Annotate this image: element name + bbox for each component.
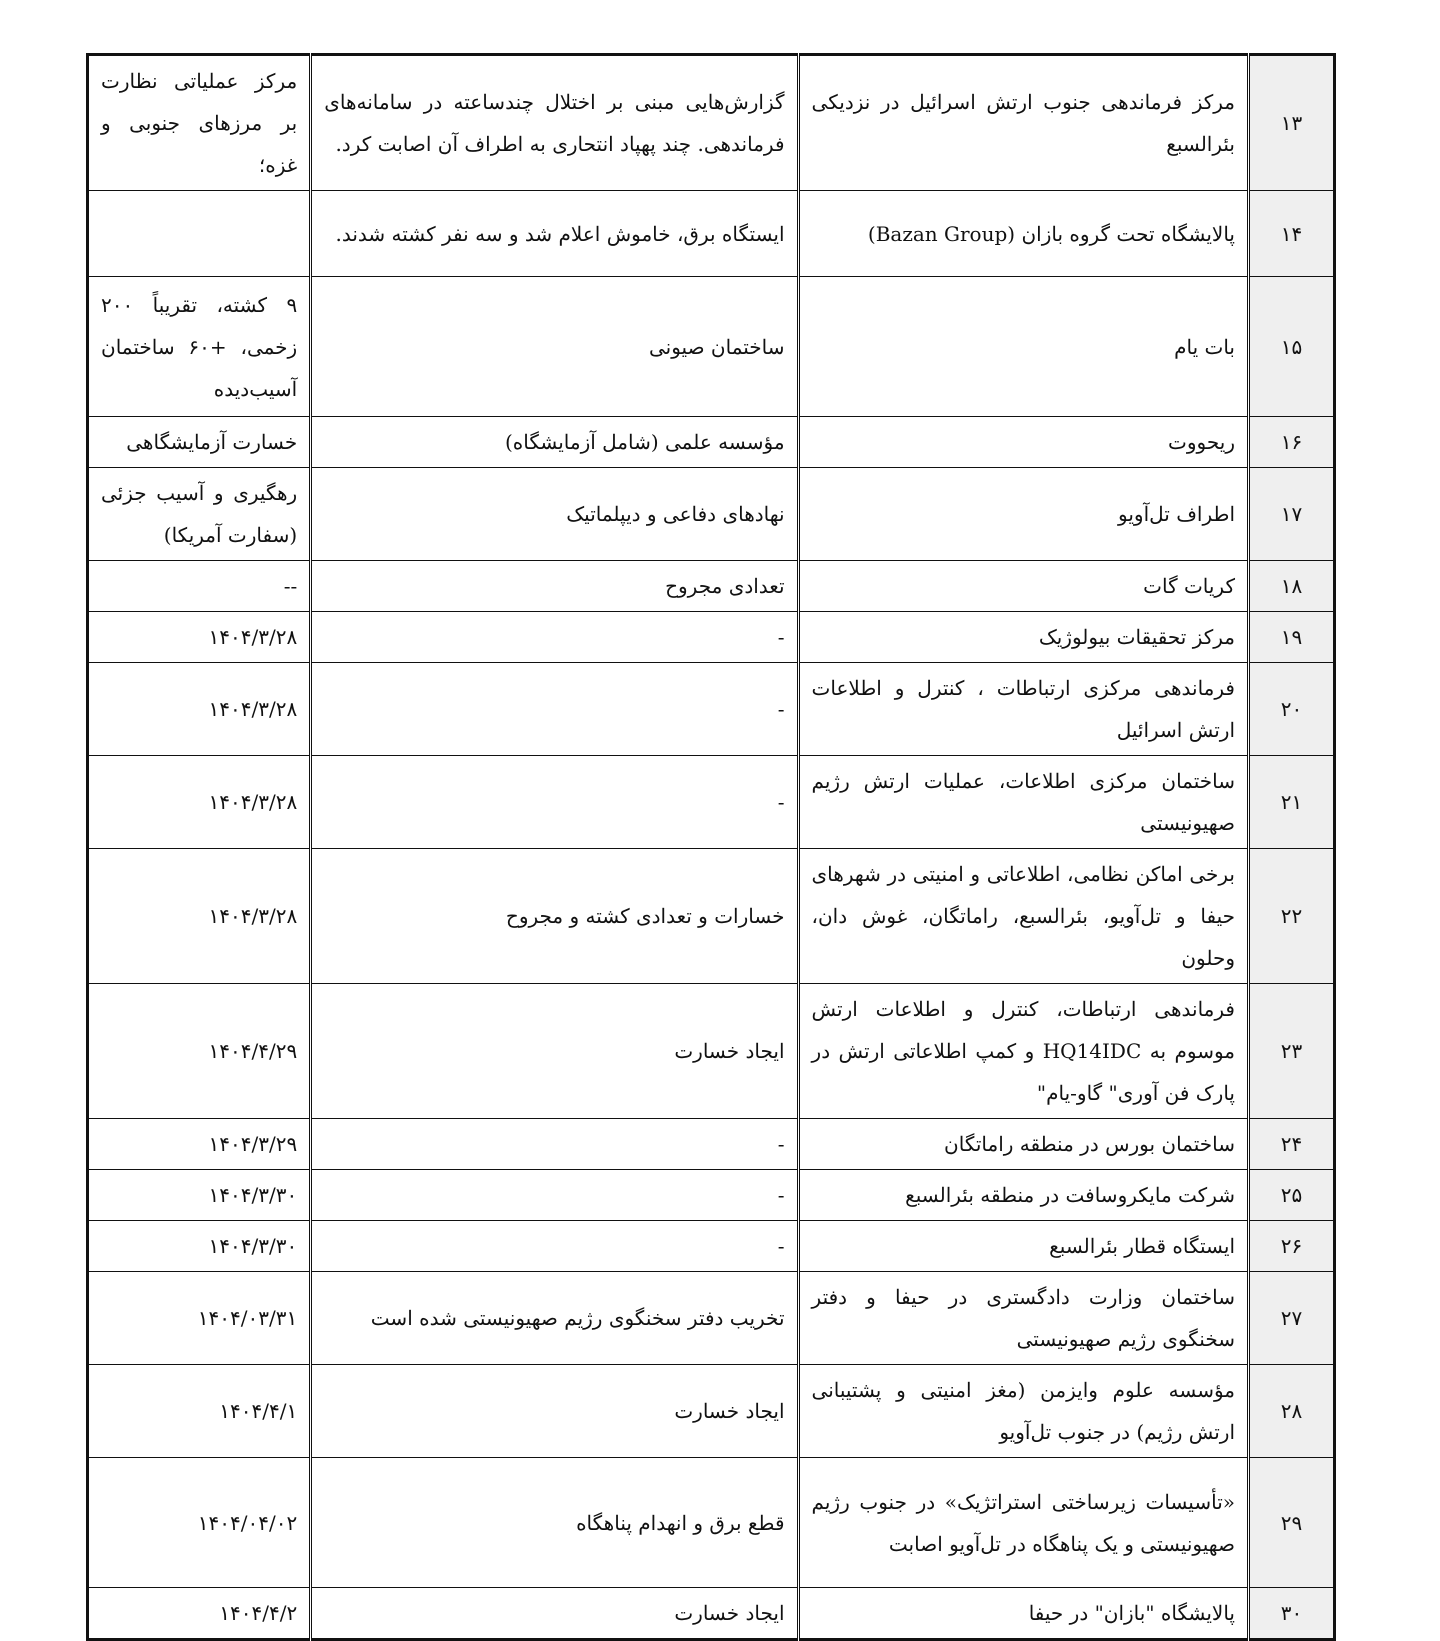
note-cell: خسارت آزمایشگاهی — [88, 417, 311, 468]
date-cell: ۱۴۰۴/۳/۲۸ — [88, 612, 311, 663]
target-cell: فرماندهی ارتباطات، کنترل و اطلاعات ارتش موسوم به HQ14IDC و کمپ اطلاعاتی ارتش در پارک فن آوری" گاو-یام" — [798, 984, 1248, 1119]
date-cell: ۱۴۰۴/۳/۲۸ — [88, 849, 311, 984]
date-cell: ۱۴۰۴/۳/۳۰ — [88, 1170, 311, 1221]
row-number: ۱۷ — [1249, 468, 1335, 561]
date-cell: ۱۴۰۴/۰۳/۳۱ — [88, 1272, 311, 1365]
table-row — [88, 277, 1335, 417]
description-cell: نهادهای دفاعی و دیپلماتیک — [311, 468, 798, 561]
date-cell: ۱۴۰۴/۴/۲ — [88, 1588, 311, 1640]
date-cell: ۱۴۰۴/۴/۲۹ — [88, 984, 311, 1119]
description-cell: گزارش‌هایی مبنی بر اختلال چندساعته در سامانه‌های فرماندهی. چند پهپاد انتحاری به اطراف آن اصابت کرد. — [311, 55, 798, 191]
table-row — [88, 1588, 1335, 1640]
target-cell: برخی اماکن نظامی، اطلاعاتی و امنیتی در شهرهای حیفا و تل‌آویو، بئرالسبع، راماتگان، غوش دان، وحلون — [798, 849, 1248, 984]
table-row — [88, 663, 1335, 756]
table-row — [88, 191, 1335, 277]
description-cell: ساختمان صیونی — [311, 277, 798, 417]
description-cell: خسارات و تعدادی کشته و مجروح — [311, 849, 798, 984]
target-cell: ایستگاه قطار بئرالسبع — [798, 1221, 1248, 1272]
description-cell: - — [311, 1170, 798, 1221]
description-cell: تعدادی مجروح — [311, 561, 798, 612]
row-number: ۲۷ — [1249, 1272, 1335, 1365]
target-cell: مؤسسه علوم وایزمن (مغز امنیتی و پشتیبانی ارتش رژیم) در جنوب تل‌آویو — [798, 1365, 1248, 1458]
description-cell: - — [311, 1119, 798, 1170]
row-number: ۲۰ — [1249, 663, 1335, 756]
date-cell: ۱۴۰۴/۳/۲۸ — [88, 756, 311, 849]
description-cell: - — [311, 663, 798, 756]
table-row — [88, 1119, 1335, 1170]
table-row — [88, 1272, 1335, 1365]
description-cell: قطع برق و انهدام پناهگاه — [311, 1458, 798, 1588]
note-cell — [88, 191, 311, 277]
table-row — [88, 984, 1335, 1119]
description-cell: ایجاد خسارت — [311, 1365, 798, 1458]
table-row — [88, 756, 1335, 849]
table-body — [88, 55, 1335, 1640]
row-number: ۱۶ — [1249, 417, 1335, 468]
table-row — [88, 417, 1335, 468]
row-number: ۲۶ — [1249, 1221, 1335, 1272]
target-cell: پالایشگاه تحت گروه بازان (Bazan Group) — [798, 191, 1248, 277]
description-cell: ایجاد خسارت — [311, 1588, 798, 1640]
date-cell: ۱۴۰۴/۳/۲۹ — [88, 1119, 311, 1170]
table-row — [88, 1221, 1335, 1272]
row-number: ۲۲ — [1249, 849, 1335, 984]
note-cell: مرکز عملیاتی نظارت بر مرزهای جنوبی و غزه؛ — [88, 55, 311, 191]
description-cell: - — [311, 756, 798, 849]
target-cell: شرکت مایکروسافت در منطقه بئرالسبع — [798, 1170, 1248, 1221]
row-number: ۱۳ — [1249, 55, 1335, 191]
target-cell: مرکز تحقیقات بیولوژیک — [798, 612, 1248, 663]
row-number: ۳۰ — [1249, 1588, 1335, 1640]
note-cell: -- — [88, 561, 311, 612]
row-number: ۱۴ — [1249, 191, 1335, 277]
table-row — [88, 849, 1335, 984]
table-row — [88, 1170, 1335, 1221]
row-number: ۱۵ — [1249, 277, 1335, 417]
targets-table — [86, 53, 1336, 1641]
description-cell: - — [311, 612, 798, 663]
row-number: ۲۸ — [1249, 1365, 1335, 1458]
target-cell: پالایشگاه "بازان" در حیفا — [798, 1588, 1248, 1640]
table-row — [88, 468, 1335, 561]
row-number: ۲۵ — [1249, 1170, 1335, 1221]
row-number: ۱۸ — [1249, 561, 1335, 612]
target-cell: ساختمان وزارت دادگستری در حیفا و دفتر سخنگوی رژیم صهیونیستی — [798, 1272, 1248, 1365]
target-cell: اطراف تل‌آویو — [798, 468, 1248, 561]
row-number: ۱۹ — [1249, 612, 1335, 663]
table-row — [88, 1458, 1335, 1588]
description-cell: ایستگاه برق، خاموش اعلام شد و سه نفر کشته شدند. — [311, 191, 798, 277]
target-cell: مرکز فرماندهی جنوب ارتش اسرائیل در نزدیکی بئرالسبع — [798, 55, 1248, 191]
date-cell: ۱۴۰۴/۴/۱ — [88, 1365, 311, 1458]
description-cell: - — [311, 1221, 798, 1272]
date-cell: ۱۴۰۴/۰۴/۰۲ — [88, 1458, 311, 1588]
row-number: ۲۱ — [1249, 756, 1335, 849]
date-cell: ۱۴۰۴/۳/۳۰ — [88, 1221, 311, 1272]
target-cell: ساختمان مرکزی اطلاعات، عملیات ارتش رژیم صهیونیستی — [798, 756, 1248, 849]
target-cell: بات یام — [798, 277, 1248, 417]
note-cell: ۹ کشته، تقریباً ۲۰۰ زخمی، +۶۰ ساختمان آسیب‌دیده — [88, 277, 311, 417]
table-row — [88, 561, 1335, 612]
row-number: ۲۴ — [1249, 1119, 1335, 1170]
row-number: ۲۳ — [1249, 984, 1335, 1119]
document-page — [86, 53, 1336, 1641]
note-cell: رهگیری و آسیب جزئی (سفارت آمریکا) — [88, 468, 311, 561]
target-cell: «تأسیسات زیرساختی استراتژیک» در جنوب رژیم صهیونیستی و یک پناهگاه در تل‌آویو اصابت — [798, 1458, 1248, 1588]
table-row — [88, 1365, 1335, 1458]
description-cell: ایجاد خسارت — [311, 984, 798, 1119]
target-cell: ریحووت — [798, 417, 1248, 468]
description-cell: مؤسسه علمی (شامل آزمایشگاه) — [311, 417, 798, 468]
table-row — [88, 612, 1335, 663]
row-number: ۲۹ — [1249, 1458, 1335, 1588]
target-cell: ساختمان بورس در منطقه راماتگان — [798, 1119, 1248, 1170]
table-row — [88, 55, 1335, 191]
target-cell: کریات گات — [798, 561, 1248, 612]
description-cell: تخریب دفتر سخنگوی رژیم صهیونیستی شده است — [311, 1272, 798, 1365]
target-cell: فرماندهی مرکزی ارتباطات ، کنترل و اطلاعات ارتش اسرائیل — [798, 663, 1248, 756]
date-cell: ۱۴۰۴/۳/۲۸ — [88, 663, 311, 756]
